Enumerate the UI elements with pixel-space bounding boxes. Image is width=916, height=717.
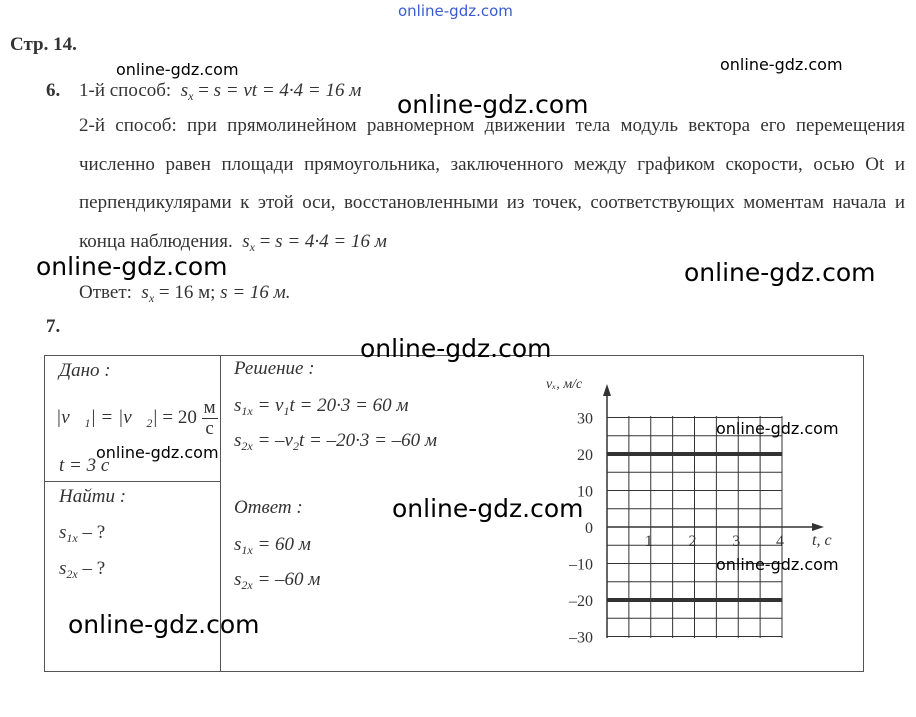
watermark-5[interactable]: online-gdz.com (684, 258, 876, 287)
watermark-2[interactable]: online-gdz.com (720, 55, 843, 74)
answer-line-2: $s_{2x} = -60$ м (234, 569, 321, 592)
solution-line-1: $s_{1x} = v_1t = 20\cdot 3 = 60$ м (234, 395, 409, 418)
x-axis-label: t, с (812, 532, 832, 549)
unit-denominator: с (205, 418, 214, 439)
velocity-unit (202, 398, 218, 439)
task7-number: 7. (46, 316, 61, 337)
task6-answer-part1: = 16 м; (158, 282, 216, 303)
watermark-4[interactable]: online-gdz.com (36, 252, 228, 281)
given-label: Дано : (59, 360, 111, 381)
x-tick-label: 3 (732, 533, 741, 550)
y-tick-label: –30 (569, 629, 593, 647)
watermark-9[interactable]: online-gdz.com (392, 494, 584, 523)
solution-label: Решение : (234, 358, 315, 379)
answer-line-1: $s_{1x} = 60$ м (234, 534, 311, 557)
watermark-top[interactable]: online-gdz.com (398, 2, 513, 20)
watermark-1[interactable]: online-gdz.com (116, 60, 239, 79)
unit-numerator: м (203, 397, 216, 418)
watermark-6[interactable]: online-gdz.com (360, 334, 552, 363)
task6-method1: 1-й способ: $s_x = s$ = vt = 4·4 = 16 м (79, 80, 362, 103)
given-value: = 20 (162, 406, 197, 428)
y-tick-label: 10 (577, 483, 593, 501)
y-tick-label: 0 (585, 520, 593, 537)
solution-line-2: $s_{2x} = -v_2t = -20\cdot 3 = -60$ м (234, 430, 438, 453)
y-tick-label: –20 (569, 593, 593, 610)
watermark-3[interactable]: online-gdz.com (397, 90, 589, 119)
watermark-10[interactable]: online-gdz.com (716, 555, 839, 574)
x-tick-label: 4 (776, 533, 784, 550)
y-tick-label: 30 (577, 410, 593, 428)
task6-number: 6. (46, 80, 61, 101)
y-tick-label: 20 (577, 447, 593, 464)
sx-symbol-3: $s_x$ (136, 282, 155, 305)
task6-answer-part2: s = 16 м. (220, 282, 291, 303)
page-title: Стр. 14. (10, 34, 77, 55)
watermark-11[interactable]: online-gdz.com (68, 610, 260, 639)
task6-method2-paragraph: 2-й способ: при прямолинейном равномерном движении тела модуль вектора его перемещения численно равен площади прямоугольника, заключенного между графиком скорости, осью Ot и перпендикулярами к этой оси, восстановленными из точек, соответствующих моментам начала и конца наблюдения. $s_x = s = 4\cdot 4 = 16$ м (79, 115, 905, 254)
table-divider-horizontal (44, 481, 221, 482)
given-velocities: $|v⃗_1|$ = $|v⃗_2| = 20$ $\frac{м}{с}$ (56, 397, 216, 439)
task6-answer (79, 282, 291, 306)
find-label: Найти : (59, 486, 127, 507)
task6-method1-formula: s = vt = 4·4 = 16 м (213, 80, 362, 101)
sx-symbol: $s_x$ (175, 80, 194, 103)
watermark-7[interactable]: online-gdz.com (716, 419, 839, 438)
find-item-1: $s_{1x}$ – ? (59, 522, 106, 545)
find-item-2: $s_{2x}$ – ? (59, 558, 106, 581)
sx-symbol-2: $s_x$ (237, 230, 255, 254)
task6-answer-label: Ответ: (79, 282, 132, 303)
task6-method2-text: 2-й способ: при прямолинейном равномерном движении тела модуль вектора его перемещения численно равен площади прямоугольника, заключенного между графиком скорости, осью Ot и перпендикулярами к этой оси, восстановленными из точек, соответствующих моментам начала и конца наблюдения. (79, 115, 905, 252)
task6-method1-label: 1-й способ: (79, 80, 172, 101)
given-time: t = 3 с (59, 455, 110, 476)
y-axis-label: vₓ, м/с (546, 377, 583, 392)
y-tick-label: –10 (569, 556, 593, 574)
x-tick-label: 2 (688, 533, 697, 550)
watermark-8[interactable]: online-gdz.com (96, 443, 219, 462)
x-tick-label: 1 (644, 533, 653, 550)
answer-label: Ответ : (234, 497, 303, 518)
task6-method2-formula: s = 4·4 = 16 м (275, 230, 387, 252)
